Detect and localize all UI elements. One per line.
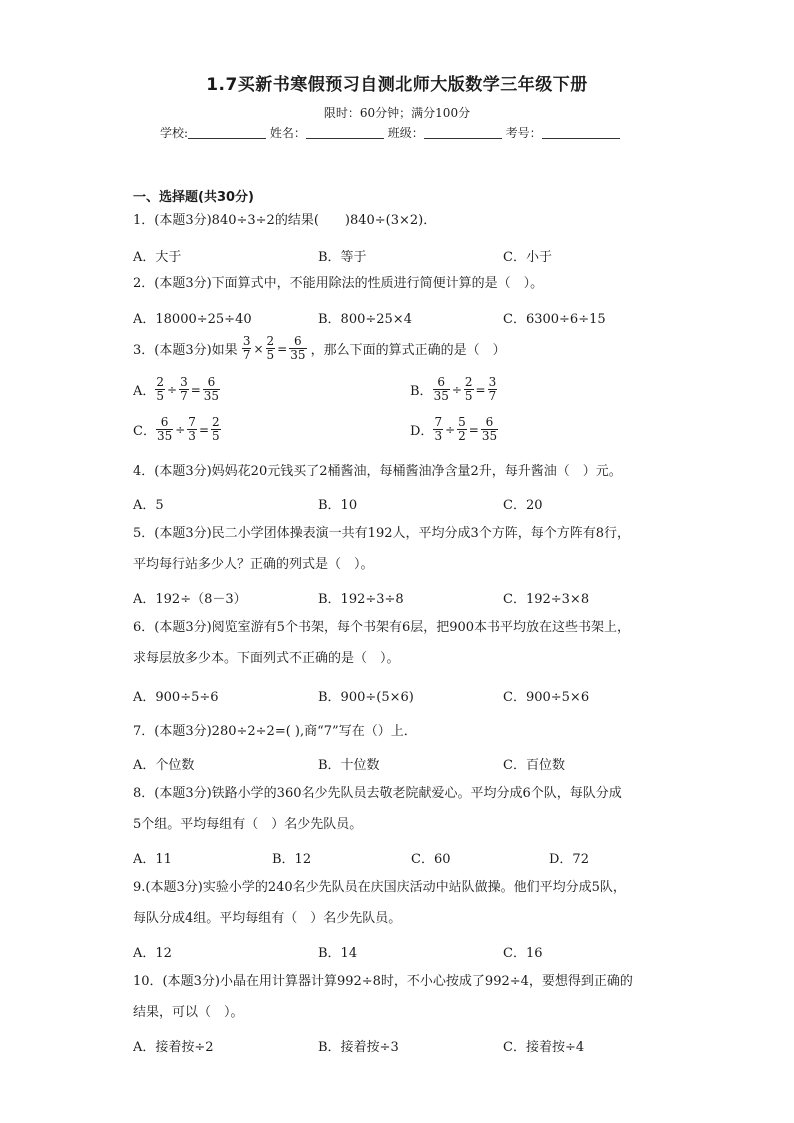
question-10: 10．(本题3分)小晶在用计算器计算992÷8时，不小心按成了992÷4，要想得到正确的: [133, 974, 633, 989]
question-10-option-b[interactable]: B．接着按÷3: [318, 1040, 399, 1055]
question-3-option-a[interactable]: A． $\frac{2}{5}$ ÷ $\frac{3}{7}$ = $\frac{6}{35}$: [133, 375, 220, 403]
question-8-option-b[interactable]: B．12: [272, 852, 312, 867]
question-3-prefix: 3．(本题3分)如果: [133, 343, 238, 358]
school-label: 学校:: [160, 126, 189, 140]
question-8-option-d[interactable]: D．72: [549, 852, 589, 867]
name-label: 姓名：: [269, 126, 306, 140]
question-5-option-a[interactable]: A．192÷（8－3）: [133, 592, 247, 607]
question-7: 7．(本题3分)280÷2÷2=( ),商“7”写在（）上．: [133, 724, 417, 739]
fraction: $\frac{6}{35}$: [290, 334, 306, 362]
question-7-option-b[interactable]: B．十位数: [318, 758, 380, 773]
question-3-suffix: ，那么下面的算式正确的是（ ）: [310, 343, 506, 358]
exam-no-blank[interactable]: [542, 126, 620, 139]
question-2-options: [133, 308, 673, 328]
question-6-option-b[interactable]: B．900÷(5×6): [318, 690, 414, 705]
question-4-option-c[interactable]: C．20: [503, 498, 543, 513]
fraction: $\frac{3}{7}$: [242, 334, 251, 362]
question-2-option-c[interactable]: C．6300÷6÷15: [503, 312, 606, 327]
question-8: 8．(本题3分)铁路小学的360名少先队员去敬老院献爱心。平均分成6个队，每队分成: [133, 786, 622, 801]
class-label: 班级：: [387, 126, 424, 140]
question-2: 2．(本题3分)下面算式中，不能用除法的性质进行简便计算的是（ ）。: [133, 276, 544, 291]
question-5-options: [133, 588, 673, 608]
class-blank[interactable]: [424, 126, 502, 139]
question-5: 5．(本题3分)民二小学团体操表演一共有192人，平均分成3个方阵，每个方阵有8行，: [133, 526, 631, 541]
page-title: 1.7买新书寒假预习自测北师大版数学三年级下册: [206, 75, 588, 95]
question-1-option-b[interactable]: B．等于: [318, 250, 367, 265]
question-8-option-c[interactable]: C．60: [411, 852, 451, 867]
question-3-option-c[interactable]: C． $\frac{6}{35}$ ÷ $\frac{7}{3}$ = $\frac{2}{5}$: [133, 415, 220, 443]
question-2-option-b[interactable]: B．800÷25×4: [318, 312, 412, 327]
question-1-option-c[interactable]: C．小于: [503, 250, 552, 265]
question-10-option-c[interactable]: C．接着按÷4: [503, 1040, 585, 1055]
question-6-option-c[interactable]: C．900÷5×6: [503, 690, 590, 705]
question-1-options: [133, 246, 673, 266]
question-7-option-c[interactable]: C．百位数: [503, 758, 565, 773]
exam-no-label: 考号：: [505, 126, 542, 140]
question-9-line-2: 每队分成4组。平均每组有（ ）名少先队员。: [133, 911, 402, 926]
question-3-option-b[interactable]: B． $\frac{6}{35}$ ÷ $\frac{2}{5}$ = $\frac{3}{7}$: [410, 375, 497, 403]
question-5-option-b[interactable]: B．192÷3÷8: [318, 592, 404, 607]
question-4: 4．(本题3分)妈妈花20元钱买了2桶酱油，每桶酱油净含量2升，每升酱油（ ）元。: [133, 464, 622, 479]
question-9-option-a[interactable]: A．12: [133, 946, 172, 961]
question-8-line-2: 5个组。平均每组有（ ）名少先队员。: [133, 817, 363, 832]
time-limit-text: 限时：60分钟；满分100分: [323, 106, 471, 120]
section-title: 一、选择题(共30分): [133, 190, 254, 205]
question-6-options: [133, 686, 673, 706]
question-6-line-2: 求每层放多少本。下面列式不正确的是（ ）。: [133, 651, 400, 666]
question-9-option-c[interactable]: C．16: [503, 946, 543, 961]
question-2-option-a[interactable]: A．18000÷25÷40: [133, 312, 252, 327]
question-4-option-a[interactable]: A．5: [133, 498, 164, 513]
question-4-options: [133, 494, 673, 514]
question-4-option-b[interactable]: B．10: [318, 498, 358, 513]
question-9: 9.(本题3分)实验小学的240名少先队员在庆国庆活动中站队做操。他们平均分成5队，: [133, 880, 626, 895]
question-9-options: [133, 942, 673, 962]
question-5-line-2: 平均每行站多少人？正确的列式是（ ）。: [133, 557, 374, 572]
question-10-option-a[interactable]: A．接着按÷2: [133, 1040, 214, 1055]
fraction: $\frac{2}{5}$: [266, 334, 275, 362]
question-7-options: [133, 754, 673, 774]
question-10-line-2: 结果，可以（ ）。: [133, 1005, 244, 1020]
school-blank[interactable]: [188, 126, 266, 139]
question-6: 6．(本题3分)阅览室游有5个书架，每个书架有6层，把900本书平均放在这些书架上，: [133, 620, 631, 635]
question-5-option-c[interactable]: C．192÷3×8: [503, 592, 590, 607]
name-blank[interactable]: [306, 126, 384, 139]
student-info-row: [160, 124, 640, 141]
question-8-option-a[interactable]: A．11: [133, 852, 172, 867]
question-1: 1．(本题3分)840÷3÷2的结果( )840÷(3×2)．: [133, 213, 437, 228]
question-1-option-a[interactable]: A．大于: [133, 250, 182, 265]
question-3-option-d[interactable]: D． $\frac{7}{3}$ ÷ $\frac{5}{2}$ = $\frac{6}{35}$: [410, 415, 498, 443]
question-9-option-b[interactable]: B．14: [318, 946, 358, 961]
question-7-option-a[interactable]: A．个位数: [133, 758, 195, 773]
question-3: 3．(本题3分)如果 $\frac{3}{7}$ × $\frac{2}{5}$ = $\frac{6}{35}$ ，那么下面的算式正确的是（ ）: [133, 334, 506, 362]
question-10-options: [133, 1036, 673, 1056]
question-8-options: [133, 848, 673, 868]
question-6-option-a[interactable]: A．900÷5÷6: [133, 690, 219, 705]
